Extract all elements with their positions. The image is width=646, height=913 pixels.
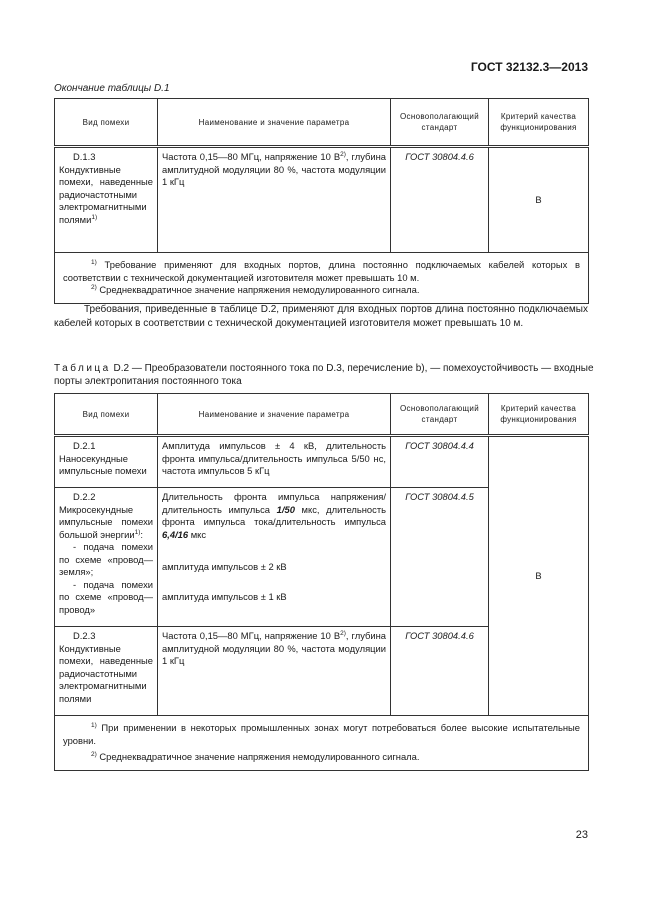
parameter-value: Длительность фронта импульса напряжения/ длительность импульса 1/50 мкс, длительность фронта импульса тока/длительность импульса 6,4/16 мкс амплитуда импульсов ± 2 кВ амплитуда импульсов ± 1 кВ [158, 488, 391, 627]
standard-header: ГОСТ 32132.3—2013 [470, 60, 588, 74]
parameter-value: Частота 0,15—80 МГц, напряжение 10 $В^{2)}$, глубина амплитудной модуляции 80 %, частота модуляции 1 кГц [158, 627, 391, 716]
table2-caption: Таблица D.2 — Преобразователи постоянного тока по D.3, перечисление b), — помехоустойчивость — входные порты электропитания постоянного тока [54, 363, 594, 387]
base-standard: ГОСТ 30804.4.6 [391, 147, 489, 253]
col-header-param: Наименование и значение параметра [158, 394, 391, 436]
footnote: $^{1)}$ Требование применяют для входных портов, длина постоянно подключаемых кабелей которых в соответствии с технической документацией изготовителя может превышать 10 м. [63, 258, 580, 283]
table2-header-row [55, 394, 589, 436]
interference-type: D.2.3 Кондуктивные помехи, наведенные радиочастотными электромагнитными полями [55, 627, 158, 716]
table1-footnotes [55, 253, 589, 304]
table1-header-row [55, 99, 589, 147]
col-header-type: Вид помехи [55, 394, 158, 436]
col-header-type: Вид помехи [55, 99, 158, 147]
footnote: $^{2)}$ Среднеквадратичное значение напряжения немодулированного сигнала. [91, 283, 420, 295]
footnote: $^{2)}$ Среднеквадратичное значение напряжения немодулированного сигнала. [91, 750, 420, 762]
table-row [55, 147, 589, 253]
col-header-criterion: Критерий качества функционирования [489, 394, 589, 436]
table-d2 [54, 393, 589, 771]
parameter-value: Частота 0,15—80 МГц, напряжение 10 $В^{2)}$, глубина амплитудной модуляции 80 %, частота модуляции 1 кГц [158, 147, 391, 253]
col-header-param: Наименование и значение параметра [158, 99, 391, 147]
table-row [55, 436, 589, 488]
quality-criterion: В [489, 147, 589, 253]
footnote: $^{1)}$ При применении в некоторых промышленных зонах могут потребоваться более высокие испытательные уровни. [63, 721, 581, 746]
col-header-criterion: Критерий качества функционирования [489, 99, 589, 147]
base-standard: ГОСТ 30804.4.4 [391, 436, 489, 488]
table2-footnotes [55, 716, 589, 771]
table2-footnotes-row [55, 716, 589, 771]
quality-criterion: В [489, 436, 589, 716]
body-paragraph: Требования, приведенные в таблице D.2, применяют для входных портов длина постоянно подключаемых кабелей которых в соответствии с технической документацией изготовителя может превышать 10 м. [54, 304, 588, 329]
parameter-value: Амплитуда импульсов ± 4 кВ, длительность фронта импульса/длительность импульса 5/50 нс, частота импульсов 5 кГц [158, 436, 391, 488]
interference-type: D.2.1 Наносекундные импульсные помехи [55, 436, 158, 488]
interference-type: D.2.2 Микросекундные импульсные помехи большой энергии$^{1)}$: - подача помехи по схеме «провод—земля»; - подача помехи по схеме «провод—провод» [55, 488, 158, 627]
table1-caption: Окончание таблицы D.1 [54, 83, 170, 94]
table1-footnotes-row [55, 253, 589, 304]
base-standard: ГОСТ 30804.4.6 [391, 627, 489, 716]
table-d1-end [54, 98, 589, 304]
col-header-standard: Основополагающий стандарт [391, 394, 489, 436]
base-standard: ГОСТ 30804.4.5 [391, 488, 489, 627]
interference-type: D.1.3 Кондуктивные помехи, наведенные радиочастотными электромагнитными полями$^{1)}$ [55, 147, 158, 253]
page-number: 23 [575, 829, 588, 841]
col-header-standard: Основополагающий стандарт [391, 99, 489, 147]
